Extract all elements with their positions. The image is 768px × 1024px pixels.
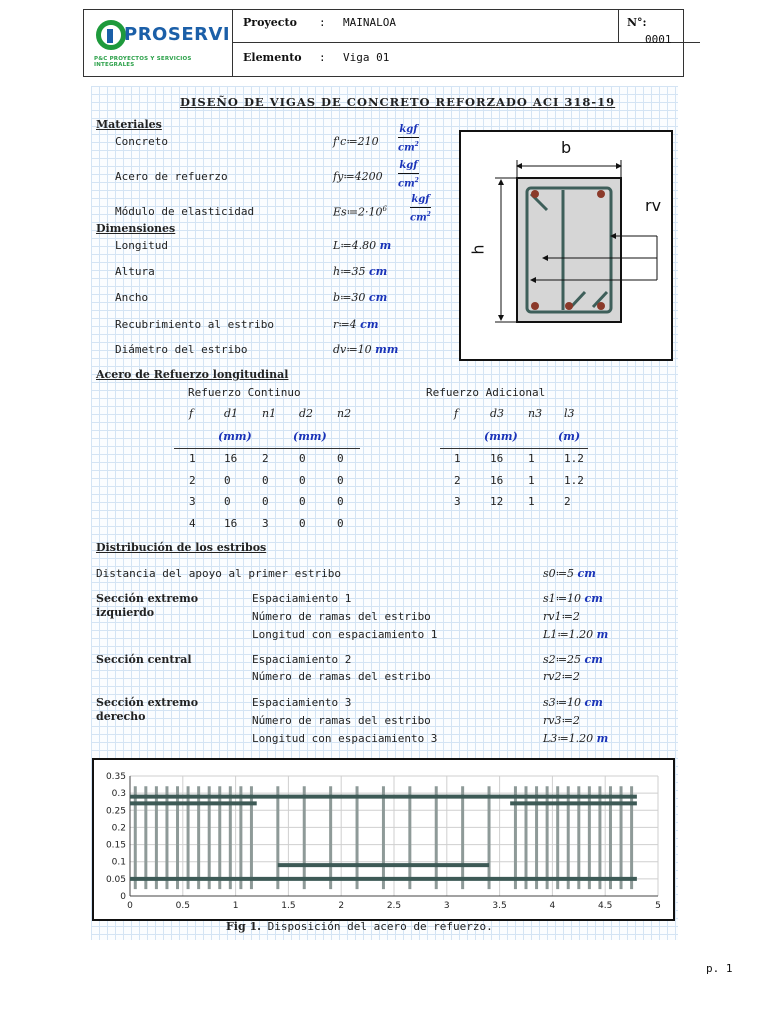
y-tick-label: 0.35 (105, 772, 126, 782)
document-header (83, 9, 684, 77)
x-tick-label: 4.5 (598, 901, 613, 911)
caption-prefix: Fig 1. (226, 920, 261, 933)
continuo-cell: 3 (189, 495, 196, 508)
estribo-label: Espaciamiento 3 (252, 696, 352, 709)
modulo-unit (410, 194, 431, 224)
figure-caption (226, 920, 493, 933)
x-tick-label: 2 (338, 901, 345, 911)
beam-section-drawing (461, 132, 671, 359)
adicional-cell: 2 (454, 473, 461, 487)
fraction-bar (398, 173, 419, 174)
dimension-unit: cm (360, 318, 379, 331)
izq-title-1: Sección extremo (96, 592, 199, 605)
estribo-value: rv1≔2 (543, 610, 580, 623)
dimensiones-heading: Dimensiones (96, 222, 176, 235)
adicional-cell: 16 (490, 473, 504, 487)
unit-exponent: 2 (426, 211, 431, 218)
x-tick-label: 1 (232, 901, 239, 911)
central-title: Sección central (96, 653, 192, 666)
estribo-value: rv2≔2 (543, 670, 580, 683)
adicional-cell: 1.2 (564, 473, 584, 487)
continuo-header: d2 (299, 407, 314, 420)
section-label-h: h (468, 244, 488, 255)
adicional-cell: 3 (454, 495, 461, 508)
element-label: Elemento (243, 51, 302, 64)
continuo-cell: 0 (299, 495, 306, 508)
project-sep: : (319, 16, 326, 29)
refuerzo-heading: Acero de Refuerzo longitudinal (96, 368, 289, 381)
estribo-label: Número de ramas del estribo (252, 714, 431, 727)
header-number-cell (618, 10, 684, 46)
estribo-expr (543, 696, 603, 709)
adicional-header: d3 (490, 407, 505, 420)
continuo-cell: 2 (189, 473, 196, 487)
concreto-unit (398, 124, 419, 154)
continuo-header: n2 (337, 407, 352, 420)
dimension-label: Diámetro del estribo (115, 343, 248, 356)
continuo-unit: (mm) (218, 430, 252, 443)
dimension-value: L≔4.80 (333, 239, 377, 252)
estribo-value: rv3≔2 (543, 714, 580, 727)
x-tick-label: 1.5 (281, 901, 296, 911)
continuo-cell: 16 (224, 452, 238, 465)
gear-logo-icon (96, 20, 126, 50)
continuo-title: Refuerzo Continuo (188, 386, 301, 399)
distancia-label: Distancia del apoyo al primer estribo (96, 567, 342, 580)
adicional-header: l3 (564, 407, 575, 420)
estribo-unit: m (596, 732, 609, 745)
estribo-unit: cm (584, 592, 603, 605)
dimension-unit: m (379, 239, 392, 252)
x-tick-label: 0.5 (175, 901, 190, 911)
adicional-unit: (m) (558, 430, 581, 443)
acero-expr: fy≔4200 (333, 170, 383, 183)
x-tick-label: 0 (127, 901, 133, 911)
dimension-value: b≔30 (333, 291, 366, 304)
unit-denominator: cm (398, 178, 415, 190)
estribo-expr (543, 714, 580, 727)
estribo-value: L3≔1.20 (543, 732, 594, 745)
continuo-cell: 0 (262, 473, 269, 487)
dimension-value: r≔4 (333, 318, 357, 331)
estribo-label: Longitud con espaciamiento 3 (252, 732, 438, 745)
number-value: 0001 (645, 33, 672, 46)
modulo-expr (333, 205, 387, 219)
estribo-expr (543, 653, 603, 666)
estribo-unit: cm (584, 696, 603, 709)
estribo-label: Número de ramas del estribo (252, 670, 431, 683)
adicional-title: Refuerzo Adicional (426, 386, 546, 399)
estribo-unit: cm (584, 653, 603, 666)
estribo-value: s1≔10 (543, 592, 582, 605)
modulo-exponent: 6 (382, 205, 388, 213)
adicional-cell: 1 (528, 452, 535, 465)
unit-numerator: kgf (399, 160, 418, 171)
distancia-value: s0≔5 (543, 567, 575, 580)
dimension-expr (333, 265, 387, 278)
y-tick-label: 0.1 (111, 857, 126, 868)
estribo-expr (543, 628, 608, 641)
continuo-cell: 0 (337, 452, 344, 465)
continuo-header: f (189, 407, 194, 420)
adicional-cell: 1 (528, 495, 535, 508)
adicional-header-rule (440, 448, 588, 449)
x-tick-label: 3 (443, 901, 450, 911)
unit-denominator: cm (398, 142, 415, 154)
modulo-label: Módulo de elasticidad (115, 205, 255, 218)
dimension-label: Recubrimiento al estribo (115, 318, 274, 331)
adicional-cell: 1.2 (564, 452, 584, 465)
element-value: Viga 01 (343, 51, 390, 64)
continuo-header: n1 (262, 407, 277, 420)
x-tick-label: 3.5 (492, 901, 507, 911)
section-label-b: b (561, 138, 572, 157)
continuo-header: d1 (224, 407, 239, 420)
dimension-expr (333, 318, 378, 331)
concreto-expr: f'c≔210 (333, 135, 379, 148)
adicional-cell: 1 (454, 452, 461, 465)
y-tick-label: 0.15 (105, 840, 126, 851)
unit-exponent: 2 (414, 177, 419, 184)
der-title-2: derecho (96, 710, 146, 723)
element-sep: : (319, 51, 326, 64)
continuo-cell: 1 (189, 452, 196, 465)
estribo-label: Longitud con espaciamiento 1 (252, 628, 438, 641)
estribo-expr (543, 592, 603, 605)
continuo-cell: 0 (337, 516, 344, 530)
number-label: N°: (627, 16, 647, 29)
estribo-label: Espaciamiento 1 (252, 592, 352, 605)
dimension-label: Longitud (115, 239, 168, 252)
reinforcement-chart-svg (94, 760, 673, 919)
unit-numerator: kgf (399, 124, 418, 135)
continuo-cell: 0 (337, 495, 344, 508)
adicional-unit: (mm) (484, 430, 518, 443)
dimension-unit: mm (375, 343, 399, 356)
continuo-cell: 0 (224, 495, 231, 508)
fraction-bar (410, 207, 431, 208)
dimension-label: Altura (115, 265, 155, 278)
adicional-header: f (454, 407, 459, 420)
continuo-cell: 2 (262, 452, 269, 465)
continuo-unit: (mm) (293, 430, 327, 443)
continuo-cell: 0 (299, 516, 306, 530)
project-value: MAINALOA (343, 16, 396, 29)
adicional-header: n3 (528, 407, 543, 420)
project-label: Proyecto (243, 16, 297, 29)
adicional-cell: 1 (528, 473, 535, 487)
y-tick-label: 0 (120, 892, 126, 902)
estribo-label: Espaciamiento 2 (252, 653, 352, 666)
dimension-label: Ancho (115, 291, 149, 304)
materiales-heading: Materiales (96, 118, 162, 131)
adicional-cell: 12 (490, 495, 504, 508)
continuo-cell: 0 (224, 473, 231, 487)
continuo-cell: 16 (224, 516, 238, 530)
estribo-value: s2≔25 (543, 653, 582, 666)
continuo-cell: 3 (262, 516, 269, 530)
continuo-cell: 0 (299, 473, 306, 487)
dimension-value: dv≔10 (333, 343, 372, 356)
concreto-label: Concreto (115, 135, 168, 148)
y-tick-label: 0.3 (111, 789, 126, 800)
y-tick-label: 0.25 (105, 806, 126, 817)
x-tick-label: 4 (549, 901, 556, 911)
dimension-expr (333, 291, 387, 304)
dimension-value: h≔35 (333, 265, 366, 278)
estribos-heading: Distribución de los estribos (96, 541, 267, 554)
distancia-unit: cm (577, 567, 596, 580)
y-tick-label: 0.2 (111, 823, 126, 834)
company-logo (84, 10, 233, 76)
x-tick-label: 2.5 (386, 901, 402, 911)
document-title: DISEÑO DE VIGAS DE CONCRETO REFORZADO ACI 318-19 (180, 95, 616, 109)
adicional-cell: 2 (564, 495, 571, 508)
fraction-bar (398, 137, 419, 138)
estribo-expr (543, 732, 608, 745)
continuo-header-rule (174, 448, 360, 449)
unit-denominator: cm (410, 212, 427, 224)
der-title-1: Sección extremo (96, 696, 199, 709)
continuo-cell: 0 (262, 495, 269, 508)
continuo-cell: 4 (189, 516, 196, 530)
unit-exponent: 2 (414, 141, 419, 148)
unit-numerator: kgf (411, 194, 430, 205)
beam-section-figure (459, 130, 673, 361)
section-label-rv: rv (645, 196, 662, 215)
estribo-value: s3≔10 (543, 696, 582, 709)
acero-unit (398, 160, 419, 190)
logo-tagline: P&C PROYECTOS Y SERVICIOS INTEGRALES (94, 56, 192, 68)
adicional-cell: 16 (490, 452, 504, 465)
estribo-expr (543, 670, 580, 683)
distancia-expr (543, 567, 596, 580)
dimension-unit: cm (368, 265, 388, 278)
dimension-unit: cm (368, 291, 388, 304)
estribo-label: Número de ramas del estribo (252, 610, 431, 623)
estribo-expr (543, 610, 580, 623)
acero-label: Acero de refuerzo (115, 170, 228, 183)
continuo-cell: 0 (337, 473, 344, 487)
estribo-value: L1≔1.20 (543, 628, 594, 641)
x-tick-label: 5 (655, 901, 661, 911)
estribo-unit: m (596, 628, 609, 641)
izq-title-2: izquierdo (96, 606, 155, 619)
caption-text: Disposición del acero de refuerzo. (267, 920, 493, 933)
dimension-expr (333, 239, 391, 252)
modulo-base: Es≔2·10 (333, 205, 383, 219)
y-tick-label: 0.05 (105, 874, 126, 885)
logo-name: PROSERVI (124, 24, 231, 45)
continuo-cell: 0 (299, 452, 306, 465)
page-number: p. 1 (706, 962, 733, 975)
reinforcement-chart (92, 758, 675, 921)
dimension-expr (333, 343, 398, 356)
